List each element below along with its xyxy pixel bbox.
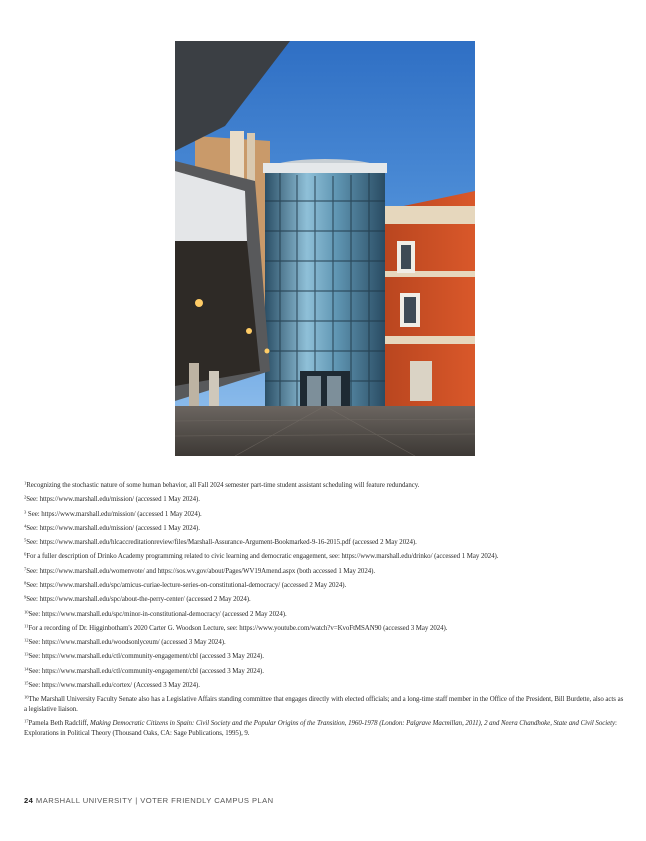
footnote-number: 12 — [24, 637, 29, 643]
footnote-number: 14 — [24, 666, 29, 672]
footnote — [24, 581, 624, 591]
footnote-number: 8 — [24, 580, 27, 586]
footnote — [24, 510, 624, 520]
footnote-text: See: https://www.marshall.edu/womenvote/ and https://sos.wv.gov/about/Pages/WV19Amend.aspx (both accessed 1 May 2024). — [26, 567, 376, 575]
footnote-number: 2 — [24, 494, 27, 500]
footnote-number: 9 — [24, 594, 27, 600]
footnote-text: See: https://www.marshall.edu/hlcaccreditationreview/files/Marshall-Assurance-Argument-Bookmarked-9-16-2015.pdf (accessed 2 May 2024). — [26, 539, 417, 547]
footnote-number: 15 — [24, 680, 29, 686]
footnote-text: See: https://www.marshall.edu/spc/minor-in-constitutional-democracy/ (accessed 2 May 2024). — [28, 610, 287, 618]
footnote — [24, 695, 624, 714]
page-number: 24 — [24, 796, 34, 805]
footnote-text: See: https://www.marshall.edu/ctl/community-engagement/cbl (accessed 3 May 2024). — [28, 667, 264, 675]
footnote-text: See: https://www.marshall.edu/spc/about-the-perry-center/ (accessed 2 May 2024). — [26, 596, 251, 604]
footnote-number: 5 — [24, 537, 27, 543]
footnote-text: For a fuller description of Drinko Academy programming related to civic learning and democratic engagement, see: https://www.marshall.edu/drinko/ (accessed 1 May 2024). — [26, 553, 499, 561]
footnote — [24, 719, 624, 738]
footnote-number: 4 — [24, 523, 27, 529]
footnotes — [24, 481, 624, 743]
footnote — [24, 610, 624, 620]
footnote-text: See: https://www.marshall.edu/woodsonlyceum/ (accessed 3 May 2024). — [28, 639, 226, 647]
page-footer — [24, 796, 274, 805]
footnote-text: See: https://www.marshall.edu/mission/ (accessed 1 May 2024). — [26, 496, 200, 504]
footnote-number: 10 — [24, 608, 29, 614]
footnote-number: 7 — [24, 566, 27, 572]
footnote-text: : Explorations in Political Theory (Thousand Oaks, CA: Sage Publications, 1995), 9. — [24, 720, 617, 737]
footnote-text: For a recording of Dr. Higginbotham's 2020 Carter G. Woodson Lecture, see: https://www.youtube.com/watch?v=KvoFtMSAN90 (accessed 3 May 2024). — [28, 624, 448, 632]
footnote — [24, 595, 624, 605]
footnote-text: See: https://www.marshall.edu/ctl/community-engagement/cbl (accessed 3 May 2024). — [28, 653, 264, 661]
campus-building-photo — [175, 41, 475, 456]
footnote-text: See: https://www.marshall.edu/cortex/ (Accessed 3 May 2024). — [28, 681, 200, 689]
footnote — [24, 624, 624, 634]
footer-text: MARSHALL UNIVERSITY | VOTER FRIENDLY CAMPUS PLAN — [35, 796, 274, 805]
footnote — [24, 638, 624, 648]
footnote-text: See: https://www.marshall.edu/spc/amicus-curiae-lecture-series-on-constitutional-democracy/ (accessed 2 May 2024). — [26, 581, 347, 589]
footnote-text: Recognizing the stochastic nature of some human behavior, all Fall 2024 semester part-time student assistant scheduling will feature redundancy. — [26, 482, 420, 489]
footnote-number: 11 — [24, 623, 29, 629]
footnote-book-title: Making Democratic Citizens in Spain: Civil Society and the Popular Origins of the Transition, 1960-1978 (London: Palgrave Macmillan, 2011), 2 and Neera Chandhoke, State and Civil Society — [90, 720, 615, 728]
footnote-number: 16 — [24, 694, 29, 700]
footnote-text: The Marshall University Faculty Senate also has a Legislative Affairs standing committee that engages directly with elected officials; and a long-time staff member in the Office of the President, Bill Burdette, also acts as a legislative liaison. — [24, 696, 624, 713]
footnote-number: 3 — [24, 508, 27, 514]
footnote-number: 17 — [24, 718, 29, 724]
footnote-author: Pamela Beth Radcliff, — [28, 720, 91, 728]
footnote-text: See: https://www.marshall.edu/mission/ (accessed 1 May 2024). — [26, 524, 200, 532]
footnote — [24, 667, 624, 677]
footnote — [24, 681, 624, 691]
footnote — [24, 538, 624, 548]
footnote — [24, 567, 624, 577]
footnote — [24, 481, 624, 491]
footnote — [24, 552, 624, 562]
footnote-number: 1 — [24, 480, 27, 486]
footnote-number: 6 — [24, 551, 27, 557]
footnote — [24, 652, 624, 662]
footnote — [24, 524, 624, 534]
footnote-text: See: https://www.marshall.edu/mission/ (accessed 1 May 2024). — [26, 510, 202, 518]
footnote — [24, 495, 624, 505]
footnote-number: 13 — [24, 651, 29, 657]
